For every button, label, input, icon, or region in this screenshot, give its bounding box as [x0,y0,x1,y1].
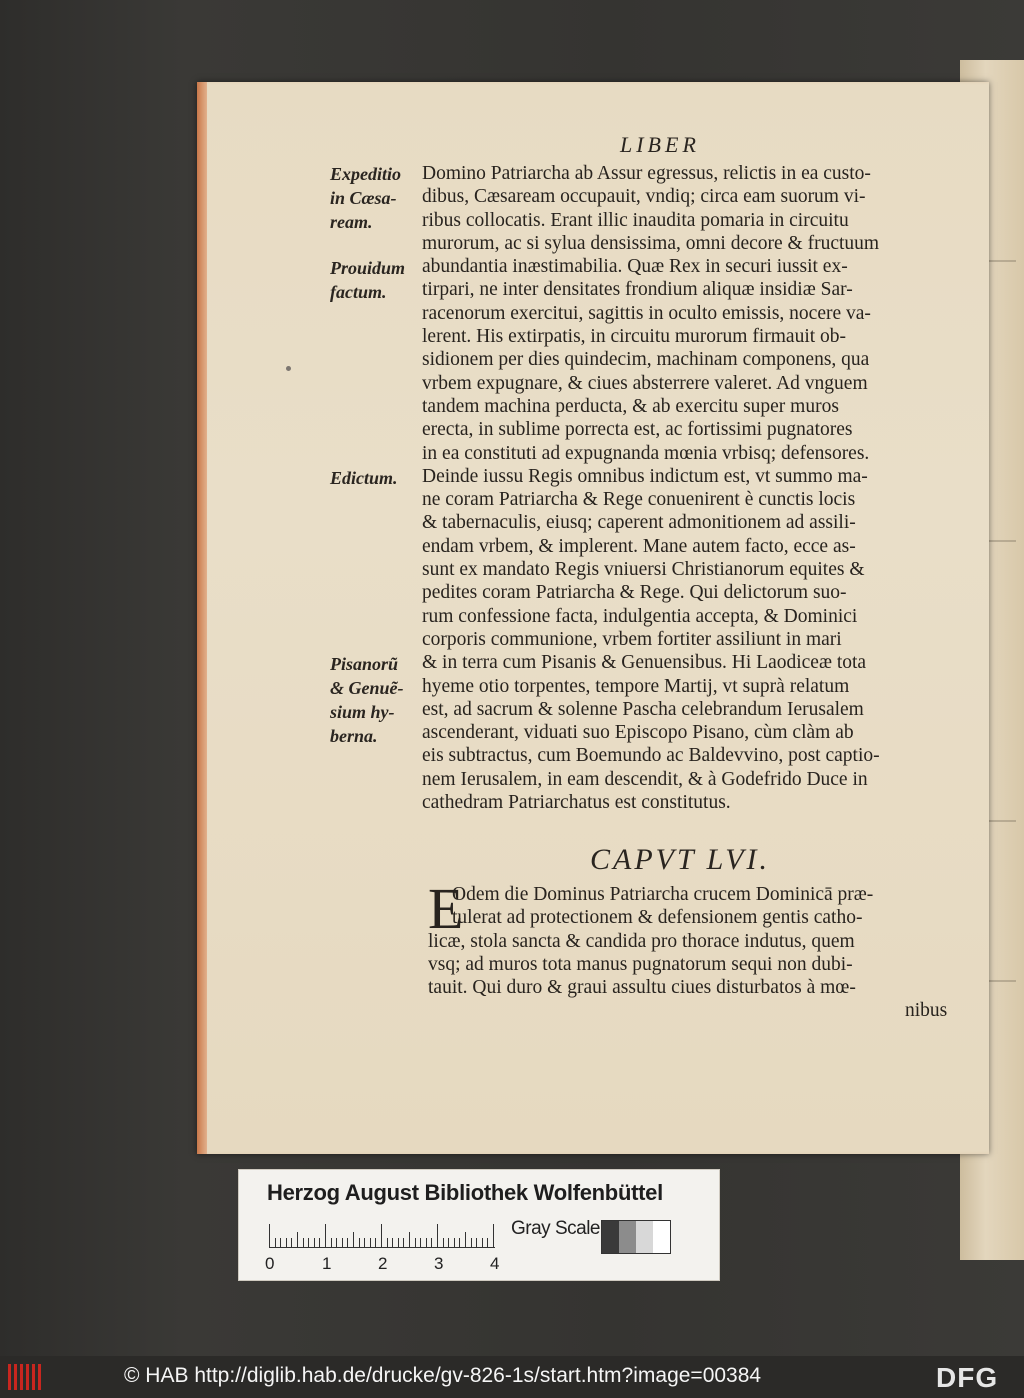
footer-bar [0,1356,1024,1398]
chapter-heading: CAPVT LVI. [590,843,771,876]
text-line: eis subtractus, cum Boemundo ac Baldevvino, post captio- [422,745,880,767]
ruler-tick [303,1238,304,1248]
ruler-tick [364,1238,365,1248]
chapter-text-line: licæ, stola sancta & candida pro thorace indutus, quem [428,930,855,952]
ruler-tick [291,1238,292,1248]
text-line: rum confessione facta, indulgentia accepta, & Dominici [422,605,858,627]
ruler-tick [370,1238,371,1248]
margin-note-pisanorum: Pisanorũ & Genuẽ- sium hy- berna. [330,654,404,746]
chapter-text-block [428,876,962,999]
text-line: tirpari, ne inter densitates frondium aliquæ insidiæ Sar- [422,279,853,301]
ruler-tick [347,1238,348,1248]
ruler-tick [336,1238,337,1248]
catchword: nibus [905,1000,948,1021]
ruler-tick [342,1238,343,1248]
text-line: ascenderant, viduati suo Episcopo Pisano, cùm clàm ab [422,722,854,744]
gray-swatch [653,1221,670,1253]
text-line: erecta, in sublime porrecta est, ac fortissimi pugnatores [422,419,853,441]
ruler-tick [286,1238,287,1248]
gray-scale-swatches [601,1220,671,1254]
ruler-tick [426,1238,427,1248]
text-line: murorum, ac si sylua densissima, omni decore & fructuum [422,232,880,254]
ruler-tick [353,1232,354,1248]
text-line: est, ad sacrum & solenne Pascha celebrandum Ierusalem [422,698,864,720]
ruler-tick [487,1238,488,1248]
ruler-tick [269,1224,270,1248]
ruler-tick [459,1238,460,1248]
gray-swatch [619,1221,636,1253]
chapter-text-line: Odem die Dominus Patriarcha crucem Dominicā præ- [452,884,874,905]
margin-note-edictum: Edictum. [330,468,398,488]
ruler-tick [403,1238,404,1248]
text-line: sunt ex mandato Regis vniuersi Christianorum equites & [422,559,865,581]
ruler-tick [493,1224,494,1248]
page-edge [197,82,207,1154]
ruler-tick [482,1238,483,1248]
chapter-text-line: tauit. Qui duro & graui assultu ciues disturbatos à mœ- [428,977,856,999]
ruler-number-3: 3 [434,1254,444,1273]
library-label-card [238,1169,720,1281]
text-line: corporis communione, vrbem fortiter assiliunt in mari [422,628,842,650]
text-line: & tabernaculis, eiusq; caperent admonitionem ad assili- [422,512,856,534]
main-text-block [422,162,962,814]
ruler-tick [448,1238,449,1248]
text-line: lerent. His extirpatis, in circuitu murorum firmauit ob- [422,326,847,348]
ruler-tick [314,1238,315,1248]
ruler-tick [465,1232,466,1248]
ruler-tick [275,1238,276,1248]
dfg-logo: DFG [936,1362,999,1393]
ruler-tick [375,1238,376,1248]
ruler-tick [443,1238,444,1248]
ruler-tick [325,1224,326,1248]
margin-note-prouidum: Prouidum factum. [330,258,406,302]
ruler-tick [297,1232,298,1248]
text-line: ribus collocatis. Erant illic inaudita pomaria in circuitu [422,209,849,231]
ruler-tick [387,1238,388,1248]
text-line: racenorum exercitui, sagittis in oculto emissis, nocere va- [422,302,871,324]
chapter-text-line: vsq; ad muros tota manus pugnatorum sequi non dubi- [428,953,853,975]
ruler-tick [280,1238,281,1248]
gray-swatch [636,1221,653,1253]
text-line: sidionem per dies quindecim, machinam componens, qua [422,349,870,371]
ruler-tick [319,1238,320,1248]
text-line: abundantia inæstimabilia. Quæ Rex in securi iussit ex- [422,256,848,278]
drop-cap: E [428,876,464,941]
ink-spot [286,366,291,371]
running-header: LIBER [620,132,700,157]
ruler-number-4: 4 [490,1254,500,1273]
ruler-tick [392,1238,393,1248]
text-line: nem Ierusalem, in eam descendit, & à Godefrido Duce in [422,768,868,790]
text-line: vrbem expugnare, & ciues absterrere valeret. Ad vnguem [422,372,868,394]
ruler-tick [431,1238,432,1248]
ruler-number-2: 2 [378,1254,388,1273]
ruler-tick [415,1238,416,1248]
footer-copyright-url: © HAB http://diglib.hab.de/drucke/gv-826-1s/start.htm?image=00384 [124,1364,762,1387]
text-line: cathedram Patriarchatus est constitutus. [422,792,731,814]
ruler-tick [437,1224,438,1248]
text-line: Deinde iussu Regis omnibus indictum est, vt summo ma- [422,465,868,487]
ruler-number-0: 0 [265,1254,275,1273]
ruler-tick [471,1238,472,1248]
text-line: hyeme otio torpentes, tempore Martij, vt suprà relatum [422,675,850,697]
ruler-tick [420,1238,421,1248]
hab-logo-icon [8,1362,48,1392]
ruler-tick [381,1224,382,1248]
margin-note-expeditio: Expeditio in Cæsa- ream. [330,164,401,232]
ruler-tick [331,1238,332,1248]
text-line: endam vrbem, & implerent. Mane autem facto, ecce as- [422,535,856,557]
ruler-tick [476,1238,477,1248]
scale-ruler [269,1218,499,1248]
text-line: ne coram Patriarcha & Rege conuenirent è cunctis locis [422,489,856,511]
text-line: & in terra cum Pisanis & Genuensibus. Hi Laodiceæ tota [422,652,867,674]
chapter-text-line: tulerat ad protectionem & defensionem gentis catho- [452,907,863,929]
ruler-tick [409,1232,410,1248]
gray-swatch [602,1221,619,1253]
ruler-tick [359,1238,360,1248]
ruler-tick [398,1238,399,1248]
library-name: Herzog August Bibliothek Wolfenbüttel [267,1180,663,1205]
text-line: Domino Patriarcha ab Assur egressus, relictis in ea custo- [422,163,871,184]
text-line: in ea constituti ad expugnanda mœnia vrbisq; defensores. [422,442,870,464]
ruler-number-1: 1 [322,1254,332,1273]
text-line: dibus, Cæsaream occupauit, vndiq; circa eam suorum vi- [422,186,866,208]
ruler-tick [308,1238,309,1248]
gray-scale-label: Gray Scale [511,1218,600,1239]
ruler-tick [454,1238,455,1248]
text-line: tandem machina perducta, & ab exercitu super muros [422,395,839,417]
text-line: pedites coram Patriarcha & Rege. Qui delictorum suo- [422,582,847,604]
